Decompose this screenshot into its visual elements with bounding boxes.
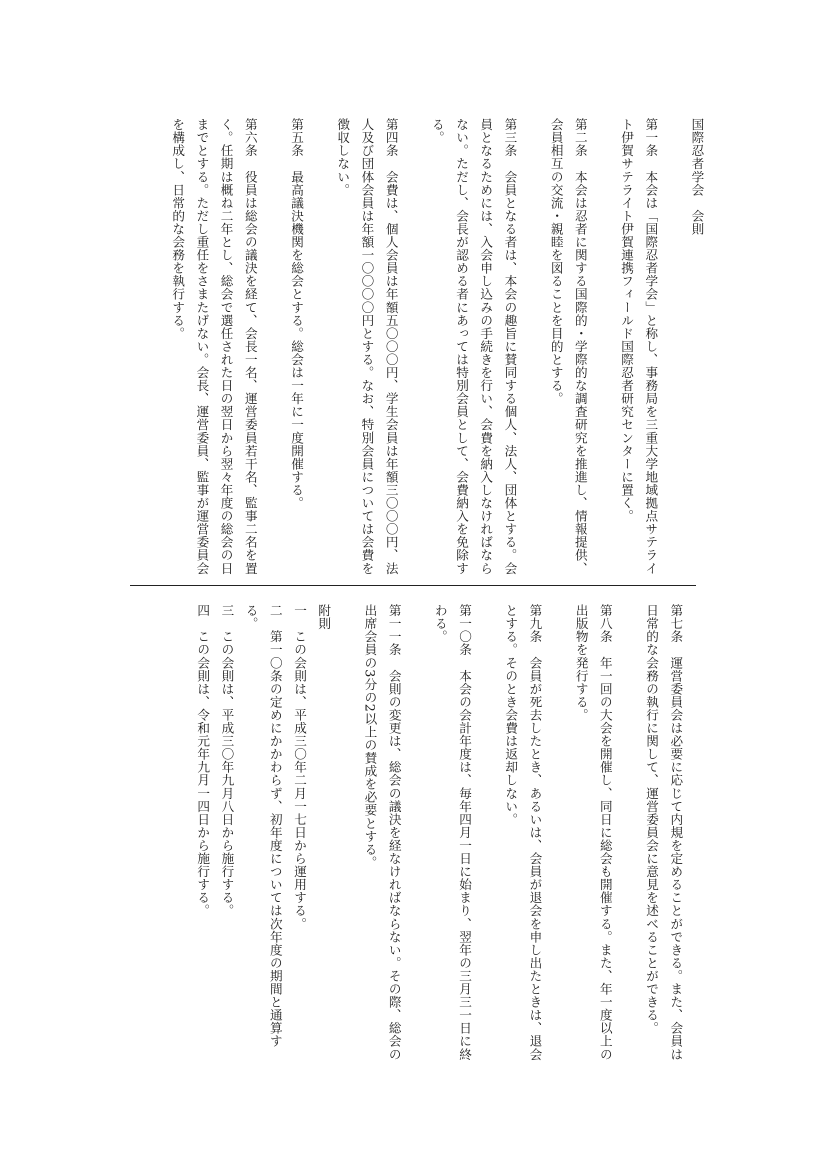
article-11: 第一一条 会則の変更は、総会の議決を経なければならない。その際、総会の出席会員の3分の2以上の賛成を必要とする。 bbox=[362, 604, 402, 1061]
supplementary-item-3: 三 この会則は、平成三〇年九月八日から施行する。 bbox=[219, 604, 235, 918]
supplementary-heading: 附則 bbox=[316, 604, 332, 631]
supplementary-item-4: 四 この会則は、令和元年九月一四日から施行する。 bbox=[195, 604, 211, 918]
article-6: 第六条 役員は総会の議決を経て、会長一名、運営委員若干名、監事二名を置く。任期は概ね二年とし、総会で選任された日の翌日から翌々年度の総会の日までとする。ただし重任をさまたげない。会長、運営委員、監事が運営委員会を構成し、日常的な会務を執行する。 bbox=[170, 118, 258, 575]
article-2: 第二条 本会は忍者に関する国際的・学際的な調査研究を推進し、情報提供、会員相互の交流・親睦を図ることを目的とする。 bbox=[548, 118, 588, 575]
article-4: 第四条 会費は、個人会員は年額五〇〇〇円、学生会員は年額三〇〇〇円、法人及び団体会員は年額一〇〇〇〇円とする。なお、特別会員については会費を徴収しない。 bbox=[335, 118, 399, 575]
article-3: 第三条 会員となる者は、本会の趣旨に賛同する個人、法人、団体とする。会員となるためには、入会申し込みの手続きを行い、会費を納入しなければならない。ただし、会長が認める者にあっては特別会員として、会費納入を免除する。 bbox=[429, 118, 518, 575]
article-5: 第五条 最高議決機関を総会とする。総会は一年に一度開催する。 bbox=[289, 118, 305, 510]
document-title: 国際忍者学会 会則 bbox=[689, 118, 705, 236]
article-10: 第一〇条 本会の会計年度は、毎年四月一日に始まり、翌年の三月三一日に終わる。 bbox=[432, 604, 473, 1061]
article-1: 第一条 本会は「国際忍者学会」と称し、事務局を三重大学地域拠点サテライト伊賀サテライト伊賀連携フィールド国際忍者研究センターに置く。 bbox=[619, 118, 659, 575]
upper-section bbox=[165, 118, 708, 578]
supplementary-provisions bbox=[190, 604, 335, 1062]
supplementary-item-1: 一 この会則は、平成三〇年二月一七日から運用する。 bbox=[292, 604, 308, 931]
section-divider bbox=[130, 585, 696, 586]
article-7: 第七条 運営委員会は必要に応じて内規を定めることができる。また、会員は日常的な会務の執行に関して、運営委員会に意見を述べることができる。 bbox=[644, 604, 684, 1061]
article-9: 第九条 会員が死去したとき、あるいは、会員が退会を申し出たときは、退会とする。そのとき会費は返却しない。 bbox=[503, 604, 543, 1061]
supplementary-item-2: 二 第一〇条の定めにかかわらず、初年度については次年度の期間と通算する。 bbox=[243, 604, 283, 1048]
article-8: 第八条 年一回の大会を開催し、同日に総会も開催する。また、年一度以上の出版物を発行する。 bbox=[573, 604, 613, 1061]
lower-section bbox=[190, 604, 687, 1062]
